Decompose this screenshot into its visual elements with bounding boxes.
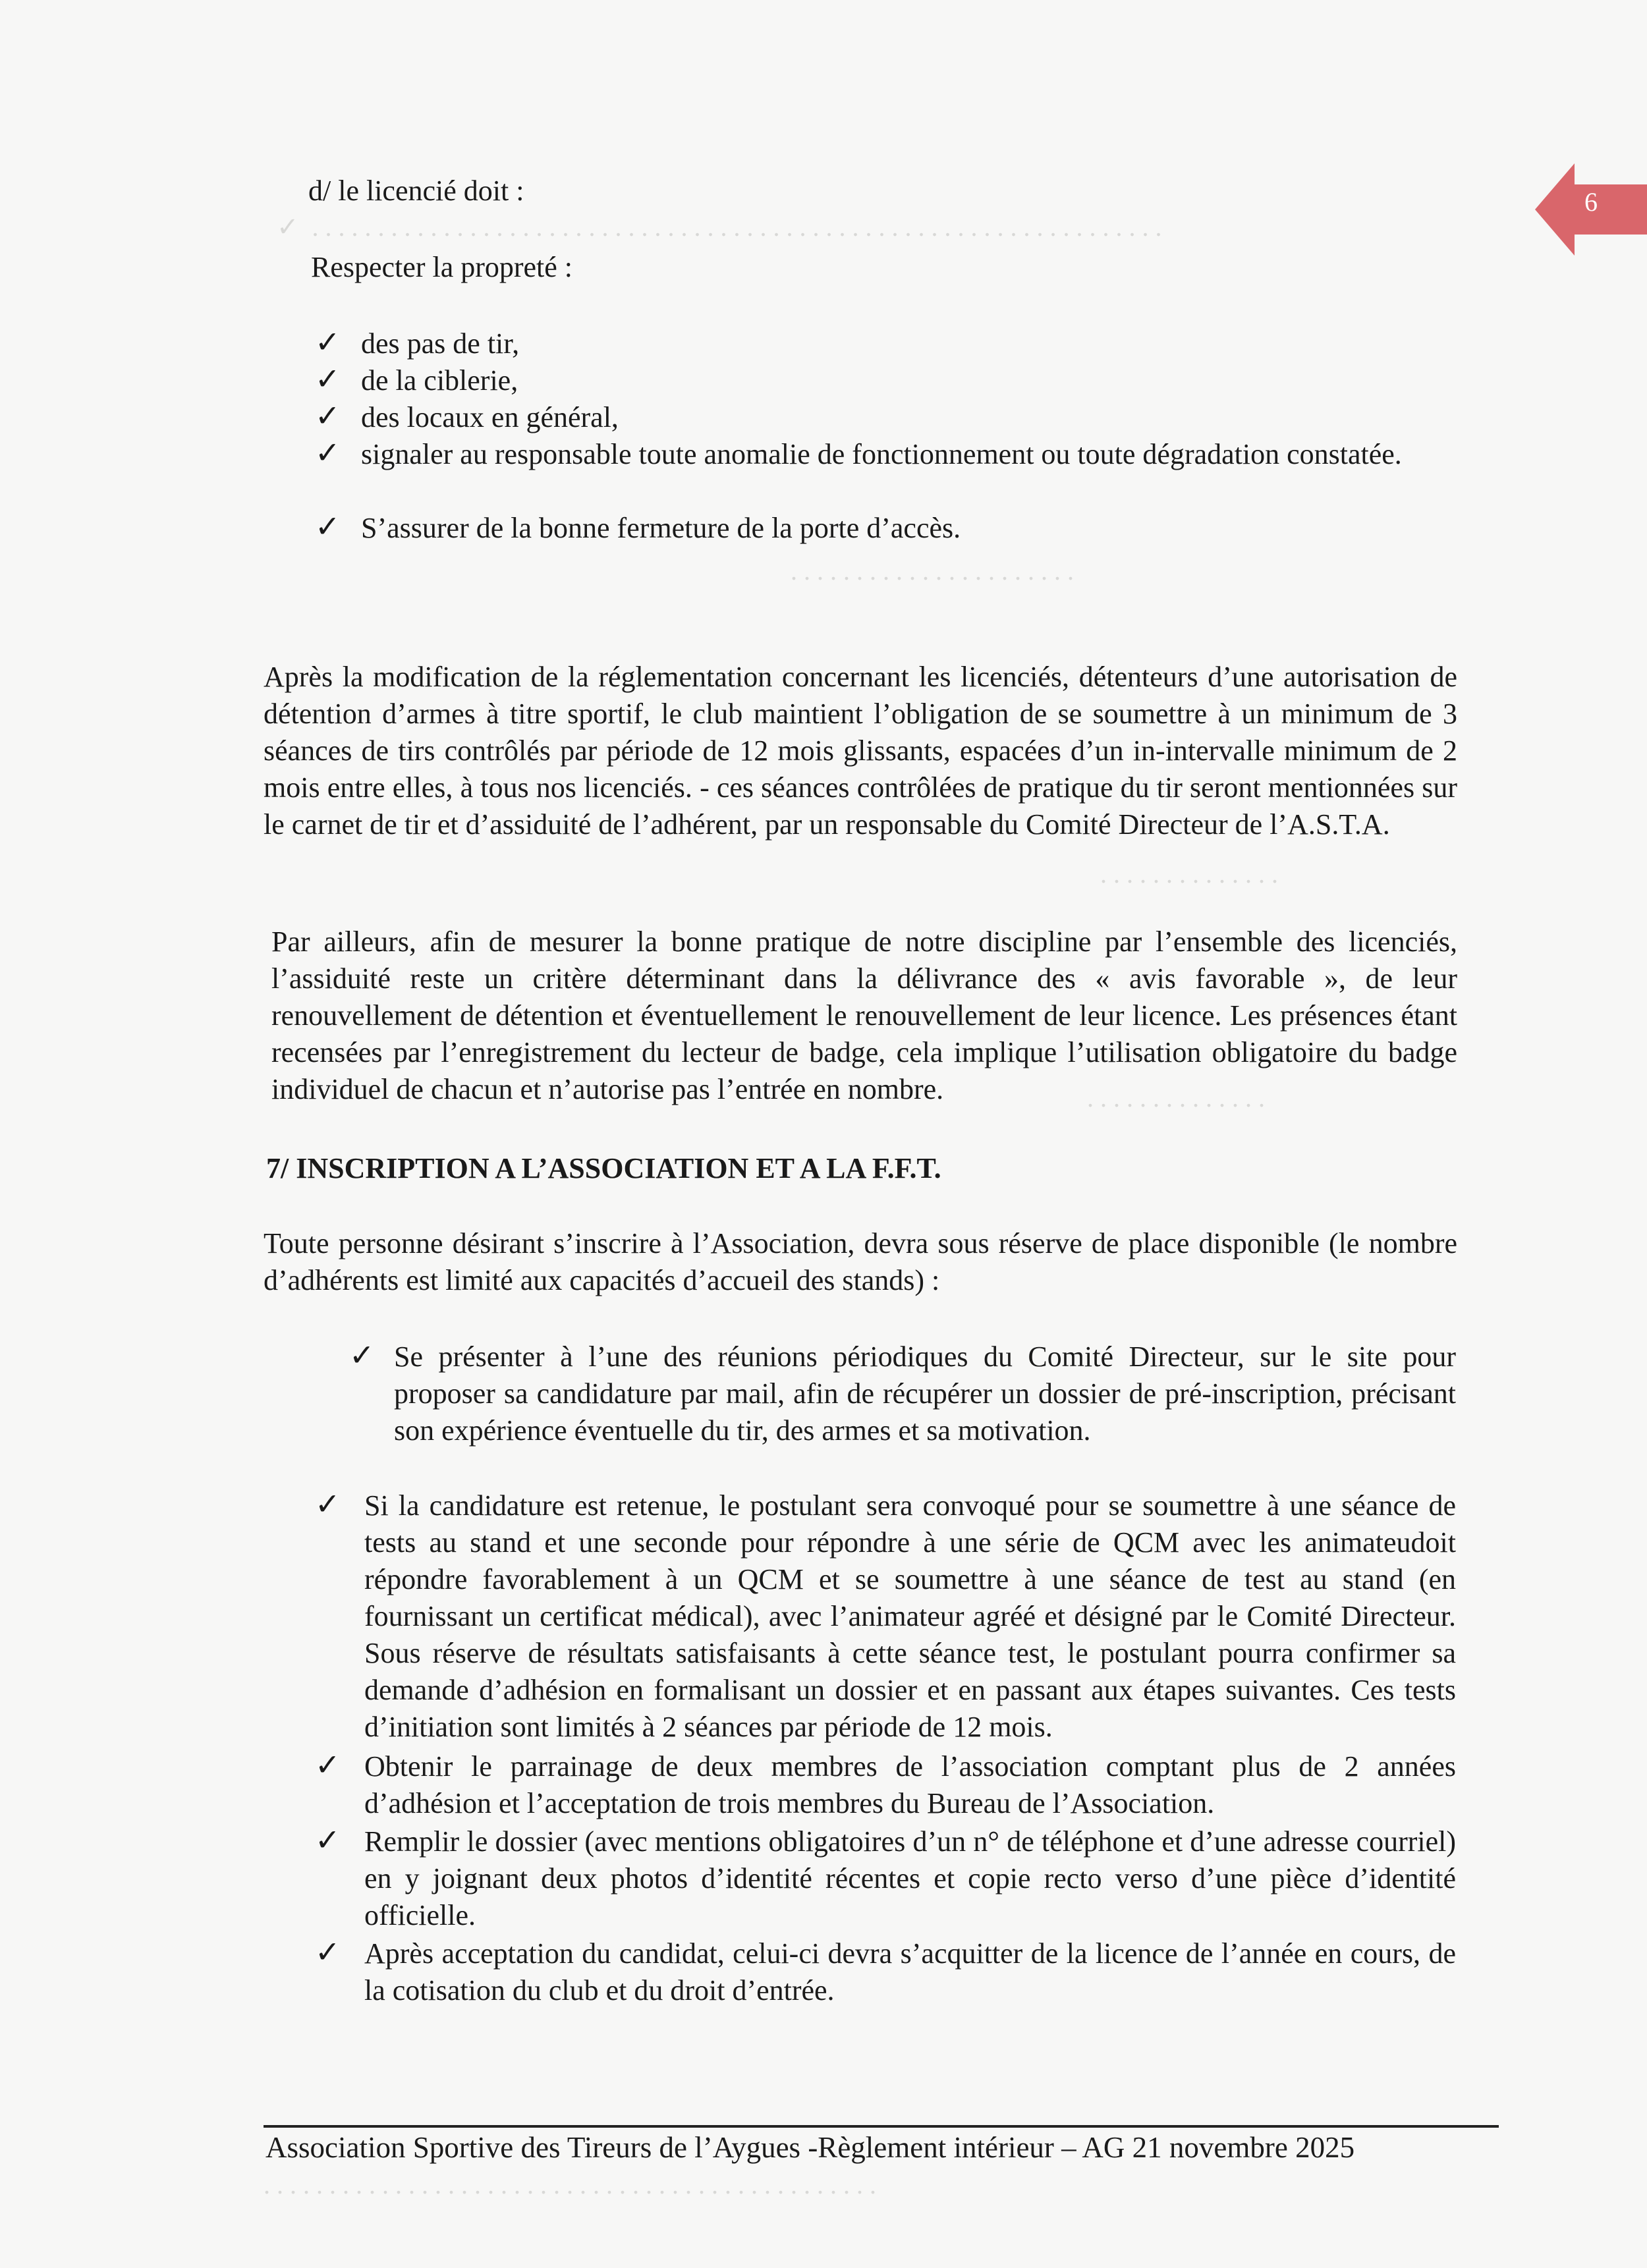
show-through-text: . . . . . . . . . . . . . . (1087, 1083, 1265, 1113)
footer-rule (264, 2125, 1499, 2128)
show-through-text: . . . . . . . . . . . . . . (1100, 859, 1278, 889)
list-item: Remplir le dossier (avec mentions obligatoires d’un n° de téléphone et d’une adresse courriel) en y joignant deux photos d’identité récentes et copie recto verso d’une pièce d’identité officielle. (364, 1825, 1456, 1931)
check-icon: ✓ (315, 325, 341, 359)
section-7-intro: Toute personne désirant s’inscrire à l’Association, devra sous réserve de place disponible (le nombre d’adhérents est limité aux capacités d’accueil des stands) : (264, 1227, 1457, 1296)
list-item: Obtenir le parrainage de deux membres de l’association comptant plus de 2 années d’adhésion et l’acceptation de trois membres du Bureau de l’Association. (364, 1750, 1456, 1819)
list-item: signaler au responsable toute anomalie de fonctionnement ou toute dégradation constatée. (361, 438, 1402, 470)
paragraph: Après la modification de la réglementation concernant les licenciés, détenteurs d’une autorisation de détention d’armes à titre sportif, le club maintient l’obligation de se soumettre à un minimum de 3 séances de tirs contrôlés par période de 12 mois glissants, espacées d’un in-intervalle minimum de 2 mois entre elles, à tous nos licenciés. - ces séances contrôlées de pratique du tir seront mentionnées sur le carnet de tir et d’assiduité de l’adhérent, par un responsable du Comité Directeur de l’A.S.T.A. (264, 661, 1457, 841)
page-number: 6 (1584, 187, 1598, 217)
footer-text: Association Sportive des Tireurs de l’Aygues -Règlement intérieur – AG 21 novembre 2025 (265, 2131, 1355, 2164)
section-7-heading: 7/ INSCRIPTION A L’ASSOCIATION ET A LA F.F.T. (266, 1152, 941, 1184)
check-icon: ✓ (315, 362, 341, 396)
show-through-text: . . . . . . . . . . . . . . . . . . . . . . . . . . . . . . . . . . . . . . . . . . . . . . . (264, 2170, 876, 2199)
check-icon: ✓ (315, 1935, 341, 1969)
check-icon: ✓ (315, 399, 341, 433)
section-d-heading: d/ le licencié doit : (308, 175, 524, 207)
check-icon: ✓ (315, 1748, 341, 1782)
check-icon: ✓ (315, 510, 341, 543)
paragraph: Par ailleurs, afin de mesurer la bonne pratique de notre discipline par l’ensemble des licenciés, l’assiduité reste un critère déterminant dans la délivrance des « avis favorable », de leur renouvellement de détention et éventuellement le renouvellement de leur licence. Les présences étant recensées par l’enregistrement du lecteur de badge, cela implique l’utilisation obligatoire du badge individuel de chacun et n’autorise pas l’entrée en nombre. (271, 926, 1457, 1105)
check-icon: ✓ (315, 1823, 341, 1857)
list-item: Si la candidature est retenue, le postulant sera convoqué pour se soumettre à une séance de tests au stand et une seconde pour répondre à une série de QCM avec les animateudoit répondre favorablement à un QCM et se soumettre à une séance de test au stand (en fournissant un certificat médical), avec l’animateur agréé et désigné par le Comité Directeur. Sous réserve de résultats satisfaisants à cette séance test, le postulant pourra confirmer sa demande d’adhésion en formalisant un dossier et en passant aux étapes suivantes. Ces tests d’initiation sont limités à 2 séances par période de 12 mois. (364, 1489, 1456, 1743)
check-icon: ✓ (315, 436, 341, 470)
check-icon: ✓ (315, 1487, 341, 1521)
list-item: Après acceptation du candidat, celui-ci devra s’acquitter de la licence de l’année en cours, de la cotisation du club et du droit d’entrée. (364, 1937, 1456, 2006)
list-item: S’assurer de la bonne fermeture de la porte d’accès. (361, 512, 961, 544)
show-through-text: . . . . . . . . . . . . . . . . . . . . . . (791, 556, 1074, 586)
list-item: Se présenter à l’une des réunions périodiques du Comité Directeur, sur le site pour proposer sa candidature par mail, afin de récupérer un dossier de pré-inscription, précisant son expérience éventuelle du tir, des armes et sa motivation. (394, 1341, 1456, 1447)
check-icon: ✓ (349, 1339, 375, 1372)
show-through-text: ✓ . . . . . . . . . . . . . . . . . . . . . . . . . . . . . . . . . . . . . . . . . . . . . . . . . . . . . . . . . . . . . . . . . (277, 212, 1162, 242)
section-d-subheading: Respecter la propreté : (311, 251, 573, 283)
list-item: des pas de tir, (361, 327, 520, 360)
list-item: des locaux en général, (361, 401, 619, 433)
list-item: de la ciblerie, (361, 364, 518, 397)
